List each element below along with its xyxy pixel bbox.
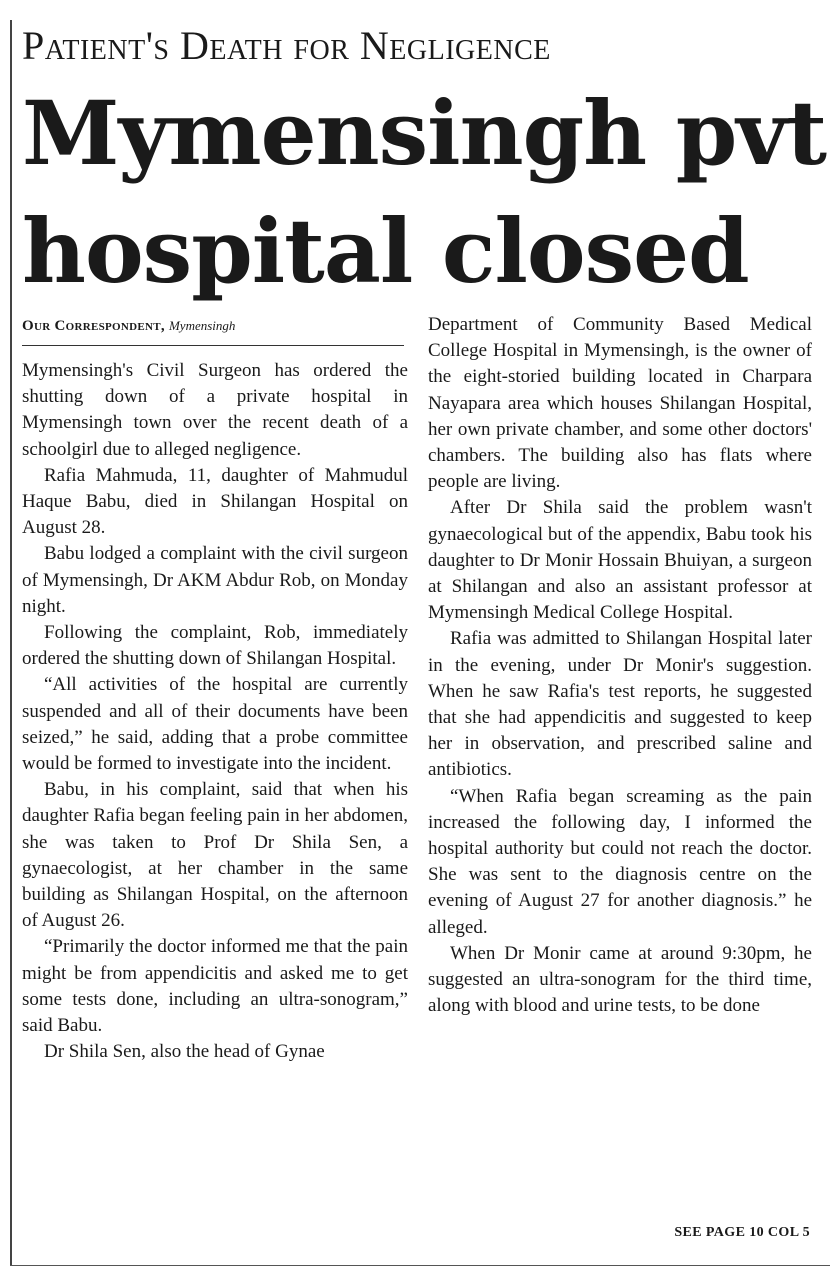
byline-place: Mymensingh bbox=[168, 318, 236, 333]
headline-line-1: Mymensingh pvt bbox=[22, 81, 827, 185]
paragraph: “Primarily the doctor informed me that the pain might be from appendicitis and asked me to get some tests done, including an ultra-sonogram,” said Babu. bbox=[22, 936, 408, 1037]
paragraph: Rafia Mahmuda, 11, daughter of Mahmudul Haque Babu, died in Shilangan Hospital on August 28. bbox=[22, 464, 408, 539]
paragraph: Mymensingh's Civil Surgeon has ordered the shutting down of a private hospital in Mymensingh town over the recent death of a schoolgirl due to alleged negligence. bbox=[22, 360, 408, 460]
paragraph: “All activities of the hospital are currently suspended and all of their documents have been seized,” he said, adding that a probe committee would be formed to investigate into the incident. bbox=[22, 674, 408, 775]
paragraph: When Dr Monir came at around 9:30pm, he suggested an ultra-sonogram for the third time, along with blood and urine tests, to be done bbox=[428, 942, 812, 1017]
left-column-rule bbox=[10, 20, 12, 1265]
paragraph: “When Rafia began screaming as the pain increased the following day, I informed the hospital authority but could not reach the doctor. She was sent to the diagnosis centre on the evening of August 27 for another diagnosis.” he alleged. bbox=[428, 785, 812, 938]
bottom-rule bbox=[10, 1265, 830, 1266]
kicker: Patient's Death for Negligence bbox=[22, 23, 551, 68]
byline-correspondent: Our Correspondent, bbox=[22, 318, 165, 334]
headline-line-2: hospital closed bbox=[22, 199, 749, 303]
paragraph: Rafia was admitted to Shilangan Hospital later in the evening, under Dr Monir's suggestion. When he saw Rafia's test reports, he suggested that she had appendicitis and suggested to keep her in observation, and prescribed saline and antibiotics. bbox=[428, 628, 812, 781]
paragraph: Following the complaint, Rob, immediately ordered the shutting down of Shilangan Hospital. bbox=[22, 622, 408, 670]
paragraph: After Dr Shila said the problem wasn't gynaecological but of the appendix, Babu took his daughter to Dr Monir Hossain Bhuiyan, a surgeon at Shilangan and also an assistant professor at Mymensingh Medical College Hospital. bbox=[428, 497, 812, 624]
paragraph: Babu lodged a complaint with the civil surgeon of Mymensingh, Dr AKM Abdur Rob, on Monday night. bbox=[22, 543, 408, 617]
headline bbox=[22, 74, 827, 310]
paragraph: Department of Community Based Medical College Hospital in Mymensingh, is the owner of the eight-storied building located in Charpara Nayapara area which houses Shilangan Hospital, her own private chamber, and some other doctors' chambers. The building also has flats where people are living. bbox=[428, 314, 812, 493]
paragraph: Dr Shila Sen, also the head of Gynae bbox=[44, 1041, 325, 1063]
article-column-left bbox=[22, 358, 408, 1065]
article-column-right bbox=[428, 312, 812, 1019]
byline-rule bbox=[22, 345, 404, 346]
paragraph: Babu, in his complaint, said that when his daughter Rafia began feeling pain in her abdomen, she was taken to Prof Dr Shila Sen, a gynaecologist, at her chamber in the same building as Shilangan Hospital, on the afternoon of August 26. bbox=[22, 779, 408, 932]
byline bbox=[22, 316, 412, 336]
continued-jump-line: SEE PAGE 10 COL 5 bbox=[674, 1225, 810, 1240]
